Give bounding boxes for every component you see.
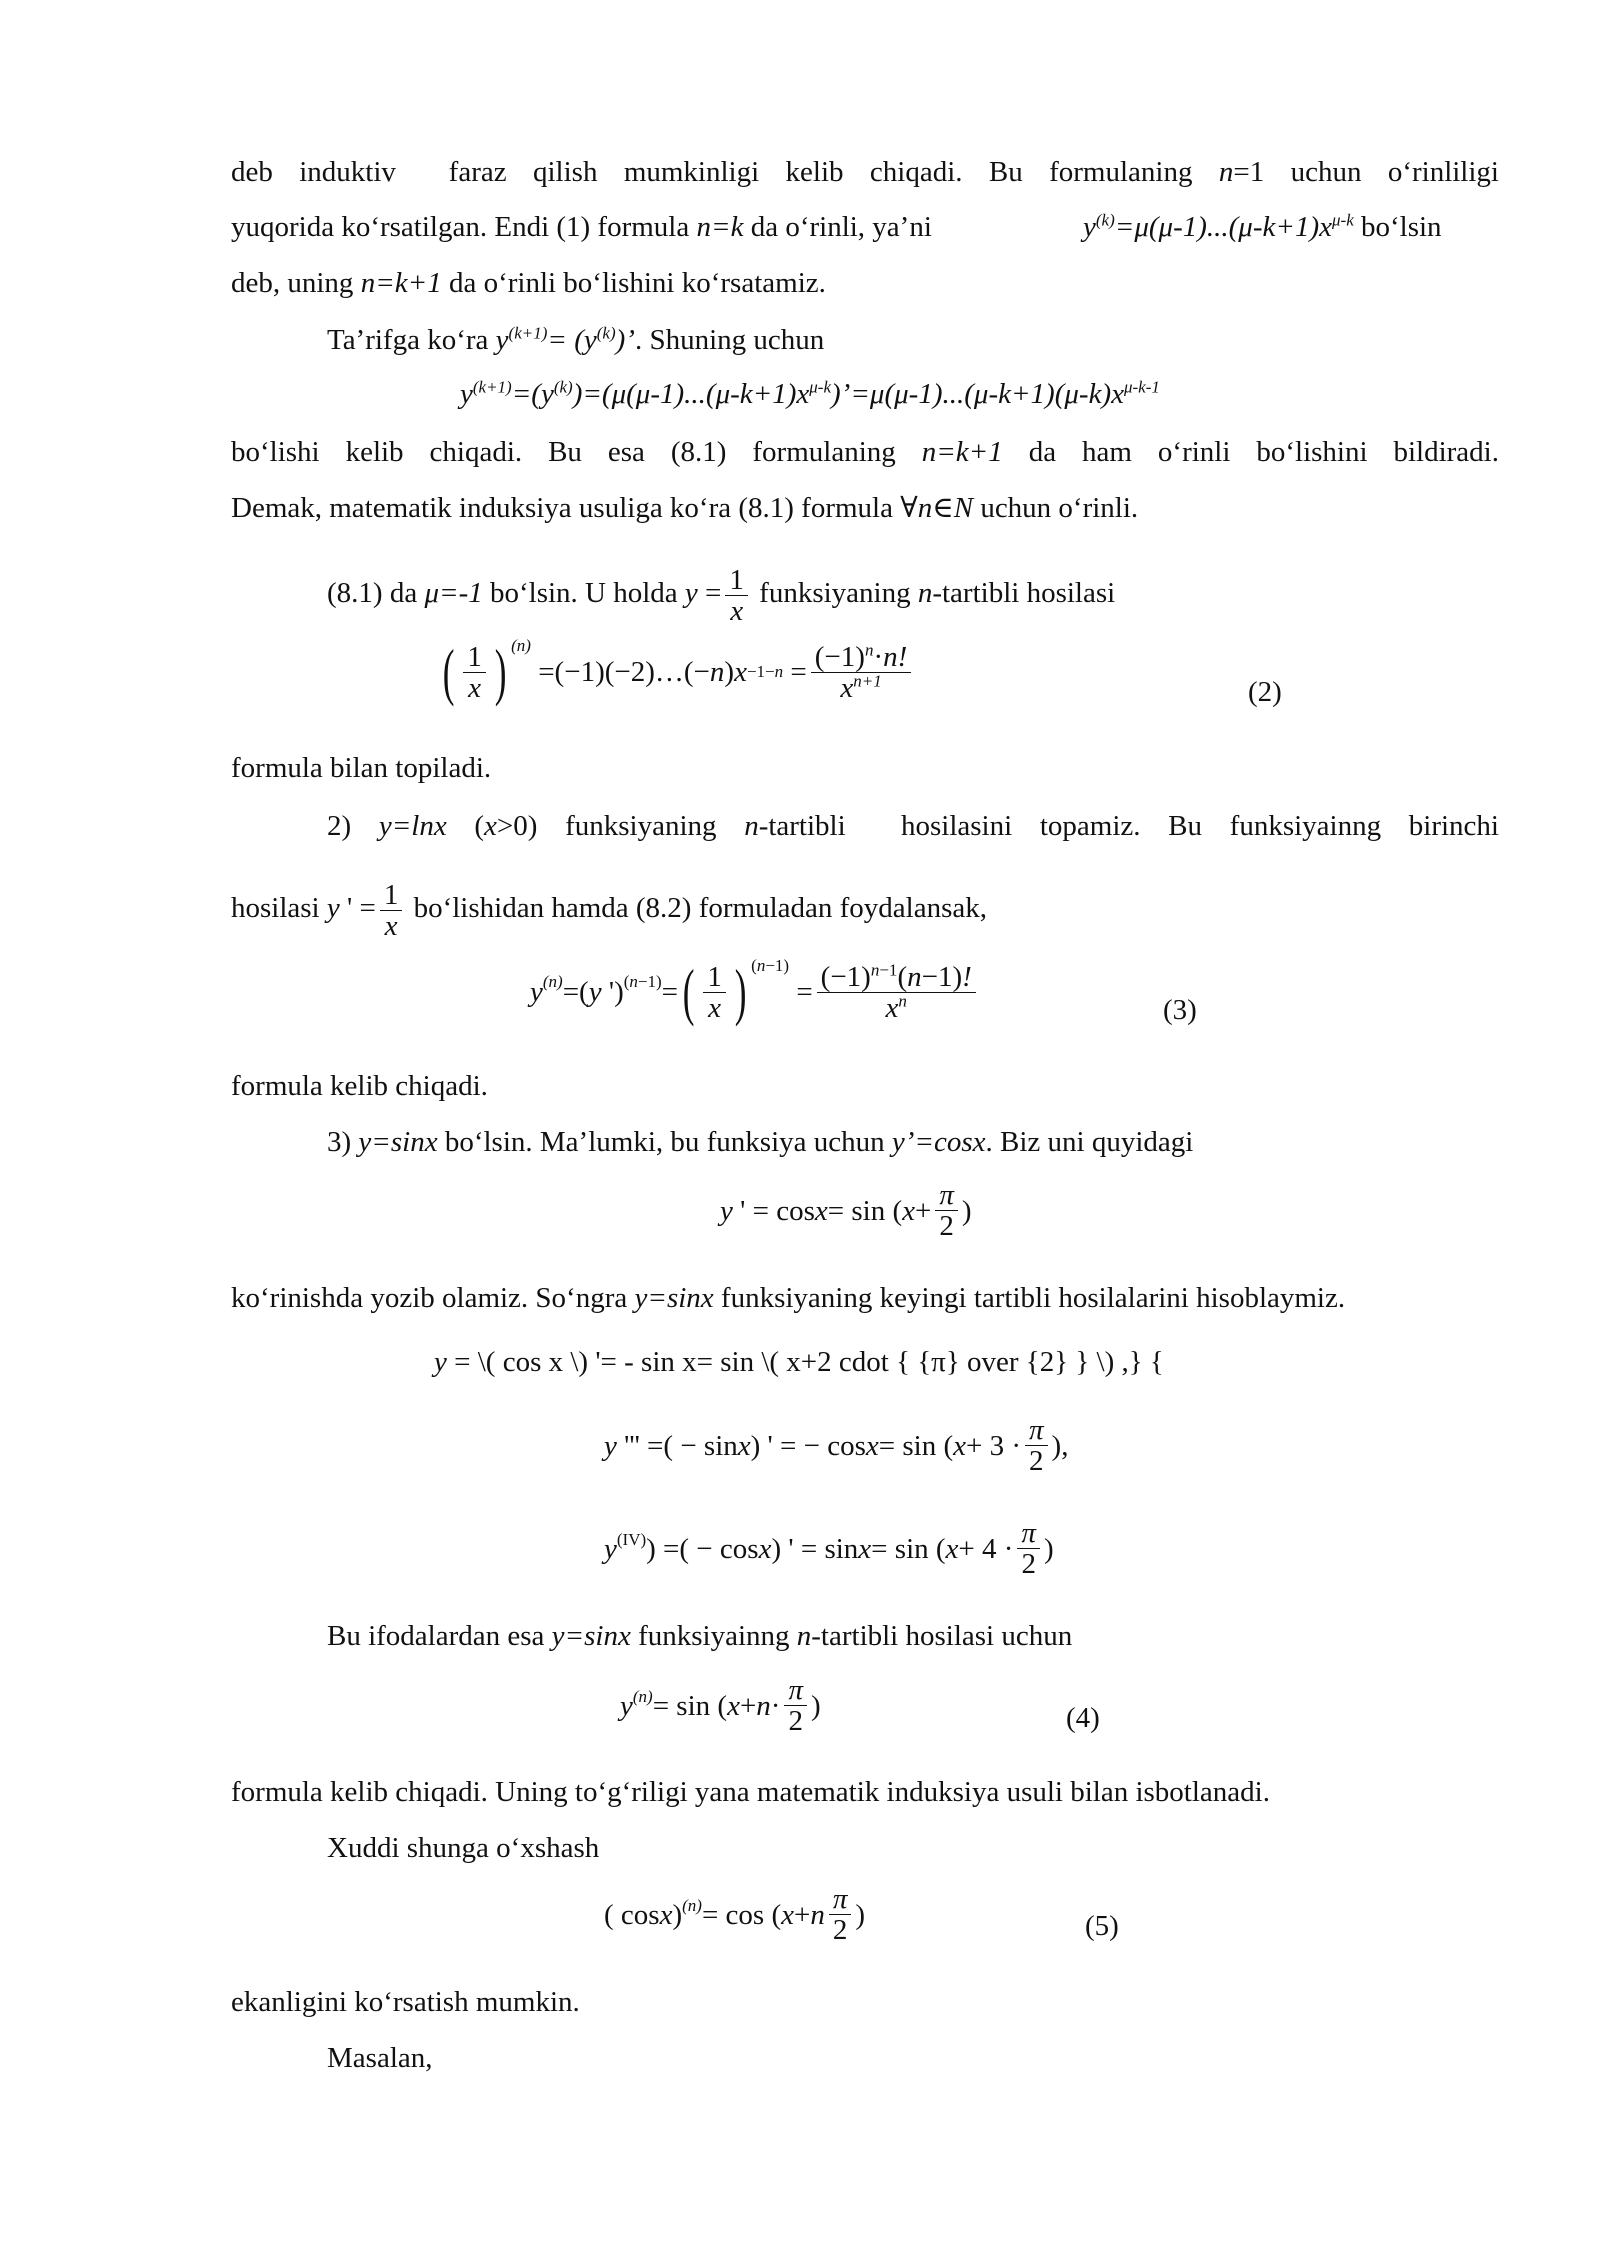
text-line: formula kelib chiqadi.: [231, 1070, 488, 1102]
text-line: formula bilan topiladi.: [231, 752, 492, 784]
formula-line: $y^{(k+1)}=(y^{(k)})=(\mu(\mu-1)...(\mu-k+1)x^{\mu-k})’=\mu(\mu-1)...(\mu-k+1)(\mu-k)x^{\mu-k-1}$: [460, 377, 1160, 410]
equation-y-triple-prime: y ''' =( − sin x ) ' = − cos x = sin ( x + 3 · $\frac{\pi}{2}$ ),: [604, 1414, 1069, 1477]
text-line: (8.1) da μ=-1 bo‘lsin. U holda y = $\frac{1}{x}$ funksiyaning n-tartibli hosilasi: [327, 564, 1116, 627]
equation-number: (2): [1248, 676, 1282, 708]
equation-number: (5): [1085, 1910, 1119, 1942]
text-line: ko‘rinishda yozib olamiz. So‘ngra y=sinx funksiyaning keyingi tartibli hosilalarini hisoblaymiz.: [231, 1282, 1346, 1314]
text-line: 3) y=sinx bo‘lsin. Ma’lumki, bu funksiya uchun y’=cosx. Biz uni quyidagi: [327, 1126, 1194, 1158]
text-line: deb induktiv faraz qilish mumkinligi kelib chiqadi. Bu formulaning n=1 uchun o‘rinliligi: [231, 156, 1499, 188]
equation-4: y (n) = sin ( x + n · $\frac{\pi}{2}$ ): [620, 1674, 821, 1737]
equation-5: ( cos x ) (n) = cos ( x + n $\frac{\pi}{2}$ ): [604, 1883, 866, 1946]
text-line: hosilasi y ' = $\frac{1}{x}$ bo‘lishidan hamda (8.2) formuladan foydalansak,: [231, 879, 987, 942]
text-line: formula kelib chiqadi. Uning to‘g‘riligi yana matematik induksiya usuli bilan isbotlanadi.: [231, 1776, 1270, 1808]
text-line: Masalan,: [327, 2042, 433, 2074]
text-line: Bu ifodalardan esa y=sinx funksiyainng n-tartibli hosilasi uchun: [327, 1620, 1073, 1652]
equation-y-fourth: y (IV) ) =( − cos x ) ' = sin x = sin ( x + 4 · $\frac{\pi}{2}$ ): [604, 1517, 1054, 1580]
text-line: Demak, matematik induksiya usuliga ko‘ra (8.1) formula ∀n∈N uchun o‘rinli.: [231, 492, 1139, 524]
inline-formula: $y^{(k)}=\mu(\mu-1)...(\mu-k+1)x^{\mu-k}$ bo‘lsin: [1083, 210, 1442, 243]
text-line: Ta’rifga ko‘ra $y^{(k+1)}= (y^{(k)})$’. Shuning uchun: [327, 323, 825, 356]
equation-3: y (n) =( y ') (n−1) = ( $\frac{1}{x}$ ) (n−1) = $\frac{(-1)^{n-1}(n-1)!}{x^n}$: [530, 960, 980, 1024]
text-line: Xuddi shunga o‘xshash: [327, 1832, 600, 1864]
equation-cos: y ' = cos x = sin ( x + $\frac{\pi}{2}$ ): [720, 1179, 972, 1242]
raw-formula-line: y = \( cos x \) '= - sin x= sin \( x+2 cdot { {π} over {2} } \) ,} {: [434, 1346, 1164, 1378]
equation-number: (3): [1163, 994, 1197, 1026]
equation-number: (4): [1066, 1702, 1100, 1734]
equation-2: ( $\frac{1}{x}$ ) (n) =(−1)(−2)…(− n ) x −1−n = $\frac{(-1)^n\cdot n!}{x^{n+1}}$: [438, 640, 915, 704]
text-line: ekanligini ko‘rsatish mumkin.: [231, 1986, 580, 2018]
text-line: bo‘lishi kelib chiqadi. Bu esa (8.1) formulaning n=k+1 da ham o‘rinli bo‘lishini bildiradi.: [231, 436, 1499, 468]
text-line: 2) y=lnx (x>0) funksiyaning n-tartibli hosilasini topamiz. Bu funksiyainng birinchi: [327, 810, 1499, 842]
text-line: yuqorida ko‘rsatilgan. Endi (1) formula n=k da o‘rinli, ya’ni $y^{(k)}=\mu(\mu-1)...(\mu-k+1)x^{\mu-k}$ bo‘lsin: [231, 207, 1499, 247]
text-line: deb, uning n=k+1 da o‘rinli bo‘lishini ko‘rsatamiz.: [231, 267, 826, 299]
